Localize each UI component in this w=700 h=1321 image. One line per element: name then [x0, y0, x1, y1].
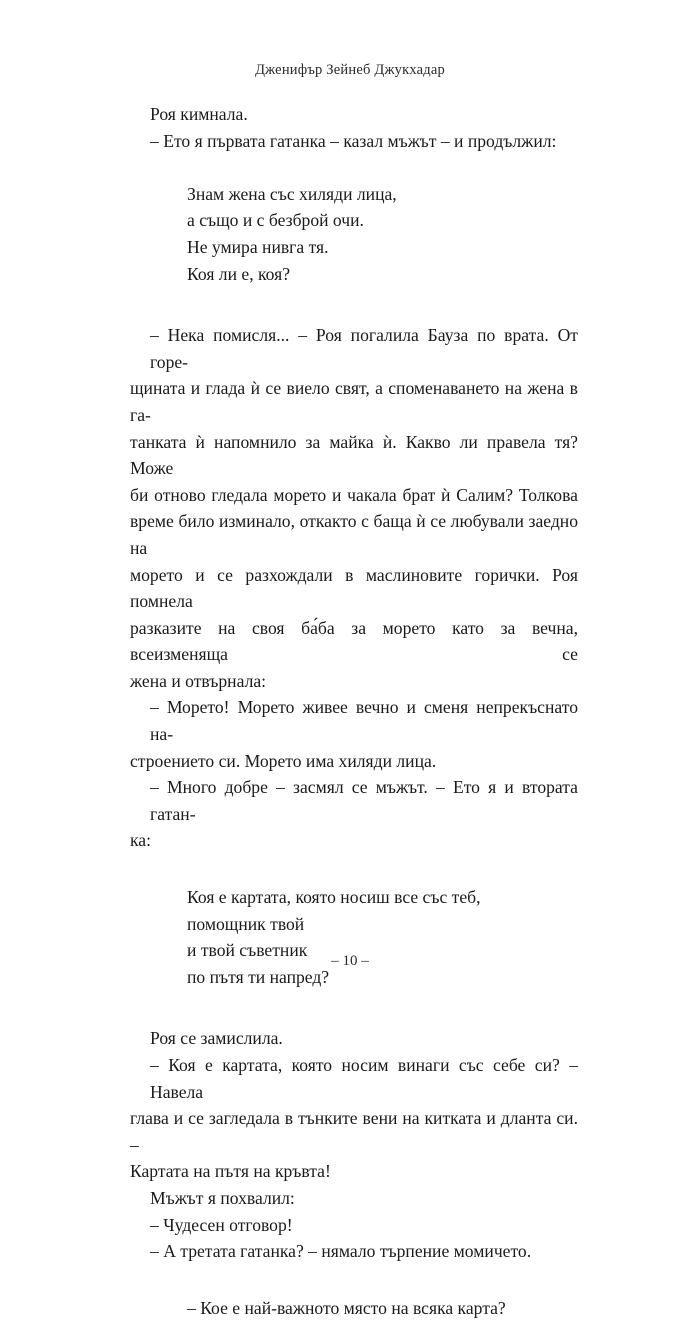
- verse-line: Коя ли е, коя?: [187, 263, 291, 284]
- text-line: глава и се загледала в тънките вени на китката и дланта си. –: [130, 1108, 578, 1155]
- paragraph: Роя се замислила.: [150, 1028, 283, 1049]
- paragraph: – Ето я първата гатанка – казал мъжът – и продължил:: [150, 130, 557, 151]
- spacer: [130, 287, 578, 322]
- paragraph: Роя кимнала.: [150, 104, 248, 124]
- text-line: би отново гледала морето и чакала брат ѝ Салим? Толкова: [130, 484, 578, 505]
- riddle-verse-2: [130, 884, 578, 990]
- text-line: – Коя е картата, която носим винаги със себе си? – Навела: [150, 1055, 578, 1102]
- paragraph: Мъжът я похвалил:: [150, 1187, 295, 1208]
- text-line: време било изминало, откакто с баща ѝ се любували заедно на: [130, 511, 578, 558]
- verse-line: по пътя ти напред?: [187, 966, 330, 987]
- spacer: [130, 1265, 578, 1295]
- text-line: щината и глада ѝ се виело свят, а споменаването на жена в га-: [130, 378, 578, 425]
- riddle-verse-3: – Кое е най-важното място на всяка карта?: [187, 1297, 506, 1318]
- paragraph: [130, 322, 578, 694]
- text-line: строението си. Морето има хиляди лица.: [130, 750, 437, 771]
- text-line: – Много добре – засмял се мъжът. – Ето я и втората гатан-: [150, 777, 578, 824]
- verse-line: Коя е картата, която носиш все със теб,: [187, 887, 481, 908]
- verse-line: Знам жена със хиляди лица,: [187, 183, 397, 204]
- spacer: [130, 154, 578, 181]
- verse-line: и твой съветник: [187, 940, 308, 961]
- running-head: Дженифър Зейнеб Джукхадар: [255, 62, 445, 78]
- page-number: – 10 –: [331, 953, 369, 969]
- text-line: жена и отвърнала:: [130, 670, 267, 691]
- text-line: Картата на пътя на кръвта!: [130, 1161, 331, 1182]
- paragraph: [130, 1052, 578, 1185]
- spacer: [130, 854, 578, 884]
- text-line: разказите на своя ба́ба за морето като за вечна, всеизменяща се: [130, 617, 578, 665]
- riddle-verse-1: [130, 181, 578, 287]
- page-body: [130, 101, 578, 1321]
- text-line: морето и се разхождали в маслиновите горички. Роя помнела: [130, 564, 578, 612]
- verse-line: Не умира нивга тя.: [187, 236, 329, 257]
- text-line: танката ѝ напомнило за майка ѝ. Какво ли правела тя? Може: [130, 431, 578, 479]
- verse-line: а също и с безброй очи.: [187, 210, 364, 231]
- paragraph: [130, 694, 578, 774]
- text-line: – Нека помисля... – Роя погалила Бауза по врата. От горе-: [150, 325, 578, 372]
- verse-line: помощник твой: [187, 913, 305, 934]
- paragraph: [130, 774, 578, 854]
- paragraph: – А третата гатанка? – нямало търпение момичето.: [150, 1241, 532, 1262]
- spacer: [130, 990, 578, 1025]
- paragraph: – Чудесен отговор!: [150, 1214, 293, 1235]
- text-line: ка:: [130, 830, 151, 851]
- text-line: – Морето! Морето живее вечно и сменя непрекъснато на-: [150, 697, 578, 745]
